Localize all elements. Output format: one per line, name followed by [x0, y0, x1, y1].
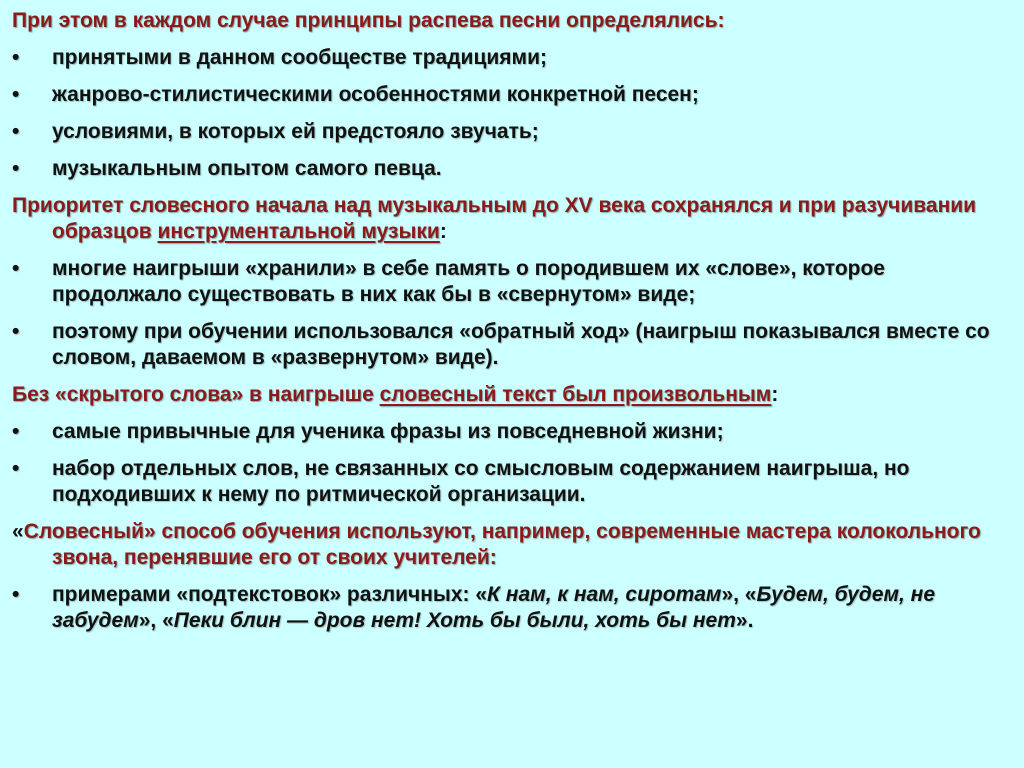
list-item-text: жанрово-стилистическими особенностями конкретной песен; [52, 83, 699, 106]
list-item-text: самые привычные для ученика фразы из повседневной жизни; [52, 420, 724, 443]
heading-colon: : [771, 383, 779, 406]
list-item [12, 156, 1016, 182]
list-item-text [52, 583, 935, 632]
list-item-text: набор отдельных слов, не связанных со смысловым содержанием наигрыша, но подходивших к нему по ритмической организации. [52, 457, 910, 506]
example-phrase-2: Будем, будем, не забудем [52, 583, 936, 632]
quote-separator: », « [721, 583, 757, 606]
list-item [12, 456, 1016, 508]
list-item-text: многие наигрыши «хранили» в себе память о породившем их «слове», которое продолжало существовать в них как бы в «свернутом» виде; [52, 257, 885, 306]
list-item-text: музыкальным опытом самого певца. [52, 157, 442, 180]
list-item-text: поэтому при обучении использовался «обратный ход» (наигрыш показывался вместе со словом, даваемом в «развернутом» виде). [52, 320, 990, 369]
bullet-icon: • [12, 46, 20, 69]
example-phrase-3: Пеки блин — дров нет! Хоть бы были, хоть бы нет [173, 609, 736, 632]
bullet-icon: • [12, 83, 20, 106]
heading-text: Приоритет словесного начала над музыкальным до XV века сохранялся и при разучивании образцов [12, 194, 977, 243]
section-heading-1: При этом в каждом случае принципы распева песни определялись: [12, 9, 725, 32]
list-item [12, 582, 1016, 634]
list-item-text: условиями, в которых ей предстояло звучать; [52, 120, 539, 143]
list-item [12, 82, 1016, 108]
bullet-icon: • [12, 457, 20, 480]
bullet-icon: • [12, 257, 20, 280]
list-item [12, 256, 1016, 308]
bullet-icon: • [12, 157, 20, 180]
list-item [12, 319, 1016, 371]
heading-open-quote: « [12, 520, 24, 543]
bullet-icon: • [12, 320, 20, 343]
list-item [12, 119, 1016, 145]
quote-separator: », « [138, 609, 174, 632]
heading-colon: : [439, 220, 447, 243]
bullet-icon: • [12, 120, 20, 143]
list-item [12, 45, 1016, 71]
slide-content [12, 8, 1016, 645]
section-heading-2 [12, 193, 1016, 245]
heading-text: Словесный» способ обучения используют, например, современные мастера колокольного звона, перенявшие его от своих учителей: [23, 520, 981, 569]
bullet-icon: • [12, 420, 20, 443]
bullet-icon: • [12, 583, 20, 606]
section-heading-3 [12, 382, 1016, 408]
heading-underlined-text: словесный текст был произвольным [379, 383, 772, 406]
list-item [12, 419, 1016, 445]
section-heading-4 [12, 519, 1016, 571]
list-item-text: принятыми в данном сообществе традициями; [52, 46, 547, 69]
heading-underlined-text: инструментальной музыки [157, 220, 440, 243]
quote-close: ». [735, 609, 754, 632]
example-intro: примерами «подтекстовок» различных: « [52, 583, 488, 606]
example-phrase-1: К нам, к нам, сиротам [487, 583, 722, 606]
heading-text: Без «скрытого слова» в наигрыше [12, 383, 380, 406]
